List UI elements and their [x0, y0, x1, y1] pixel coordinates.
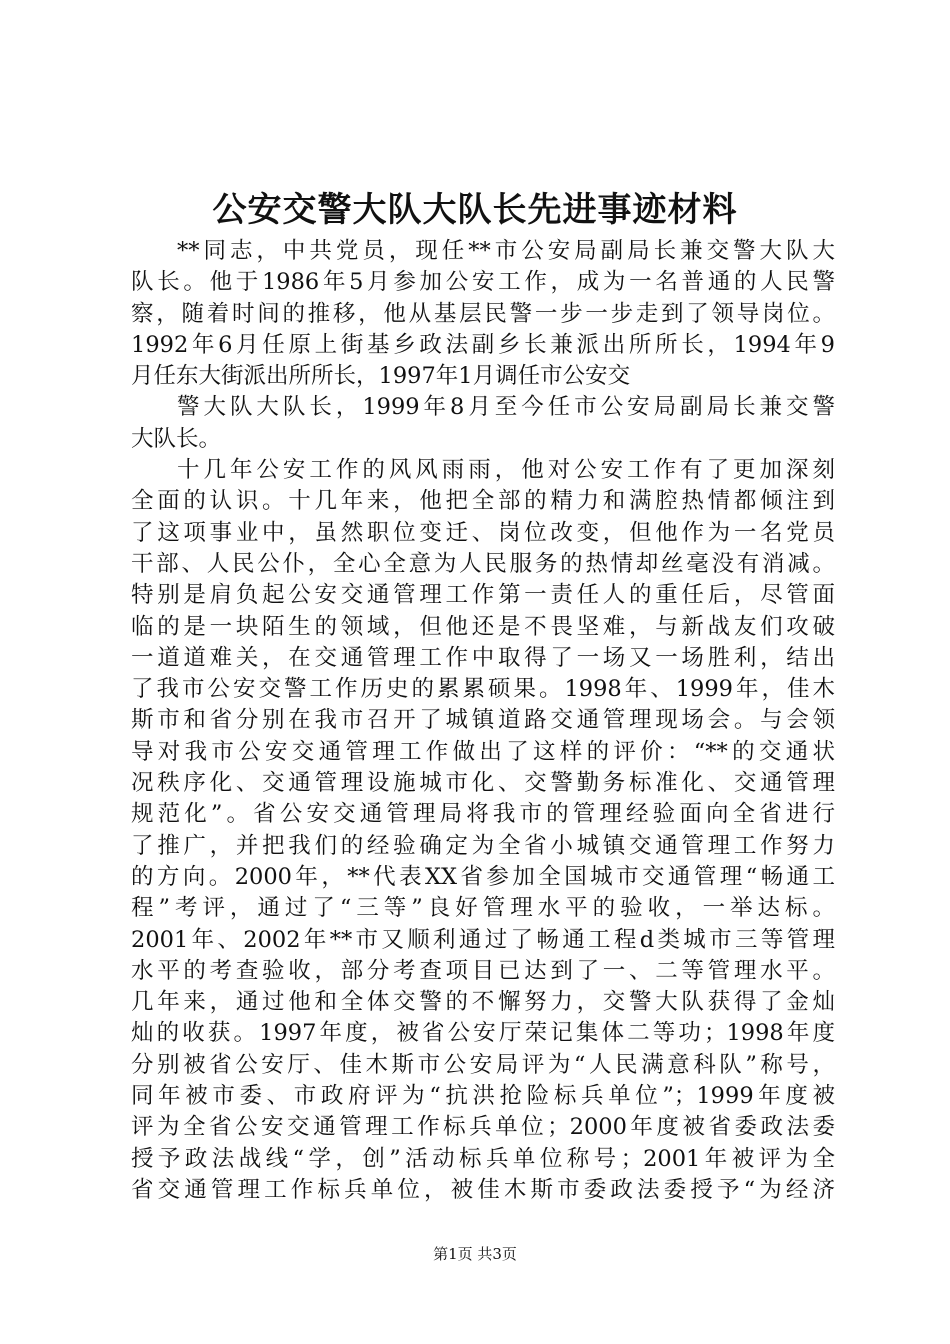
body-line: 一道道难关，在交通管理工作中取得了一场又一场胜利，结出 — [131, 644, 835, 671]
document-body — [131, 236, 835, 1206]
body-line: 况秩序化、交通管理设施城市化、交警勤务标准化、交通管理 — [131, 770, 835, 797]
body-line: 评为全省公安交通管理工作标兵单位；2000年度被省委政法委 — [131, 1114, 835, 1141]
page-footer: 第1页 共3页 — [433, 1245, 517, 1263]
body-line: 了这项事业中，虽然职位变迁、岗位改变，但他作为一名党员 — [131, 519, 835, 546]
body-line: 特别是肩负起公安交通管理工作第一责任人的重任后，尽管面 — [131, 582, 835, 609]
body-line: 几年来，通过他和全体交警的不懈努力，交警大队获得了金灿 — [131, 989, 835, 1016]
body-line: 警大队大队长，1999年8月至今任市公安局副局长兼交警 — [177, 394, 835, 421]
body-line: 省交通管理工作标兵单位，被佳木斯市委政法委授予“为经济 — [131, 1176, 835, 1203]
body-line: 灿的收获。1997年度，被省公安厅荣记集体二等功；1998年度 — [131, 1020, 835, 1047]
body-line: 了我市公安交警工作历史的累累硕果。1998年、1999年，佳木 — [131, 676, 835, 703]
body-line: 授予政法战线“学，创”活动标兵单位称号；2001年被评为全 — [131, 1145, 835, 1172]
document-title: 公安交警大队大队长先进事迹材料 — [212, 190, 738, 230]
body-line: 同年被市委、市政府评为“抗洪抢险标兵单位”；1999年度被 — [131, 1083, 835, 1110]
body-line: 月任东大街派出所所长，1997年1月调任市公安交 — [131, 363, 631, 390]
body-line: 2001年、2002年**市又顺利通过了畅通工程d类城市三等管理 — [131, 926, 835, 953]
body-line: 大队长。 — [131, 425, 222, 452]
body-line: 十几年公安工作的风风雨雨，他对公安工作有了更加深刻 — [177, 457, 835, 484]
body-line: 规范化”。省公安交通管理局将我市的管理经验面向全省进行 — [131, 801, 835, 828]
body-line: 察，随着时间的推移，他从基层民警一步一步走到了领导岗位。 — [131, 300, 835, 327]
body-line: 1992年6月任原上街基乡政法副乡长兼派出所所长，1994年9 — [131, 331, 835, 358]
body-line: 程”考评，通过了“三等”良好管理水平的验收，一举达标。 — [131, 895, 835, 922]
body-line: 全面的认识。十几年来，他把全部的精力和满腔热情都倾注到 — [131, 488, 835, 515]
body-line: 水平的考查验收，部分考查项目已达到了一、二等管理水平。 — [131, 957, 835, 984]
body-line: 斯市和省分别在我市召开了城镇道路交通管理现场会。与会领 — [131, 707, 835, 734]
body-line: 分别被省公安厅、佳木斯市公安局评为“人民满意科队”称号， — [131, 1051, 835, 1078]
body-line: **同志，中共党员，现任**市公安局副局长兼交警大队大 — [177, 238, 835, 264]
body-line: 了推广，并把我们的经验确定为全省小城镇交通管理工作努力 — [131, 832, 835, 859]
body-line: 队长。他于1986年5月参加公安工作，成为一名普通的人民警 — [131, 269, 835, 296]
body-line: 导对我市公安交通管理工作做出了这样的评价：“**的交通状 — [131, 738, 835, 765]
body-line: 干部、人民公仆，全心全意为人民服务的热情却丝毫没有消减。 — [131, 550, 835, 577]
body-line: 临的是一块陌生的领域，但他还是不畏坚难，与新战友们攻破 — [131, 613, 835, 640]
body-line: 的方向。2000年，**代表XX省参加全国城市交通管理“畅通工 — [131, 863, 835, 890]
